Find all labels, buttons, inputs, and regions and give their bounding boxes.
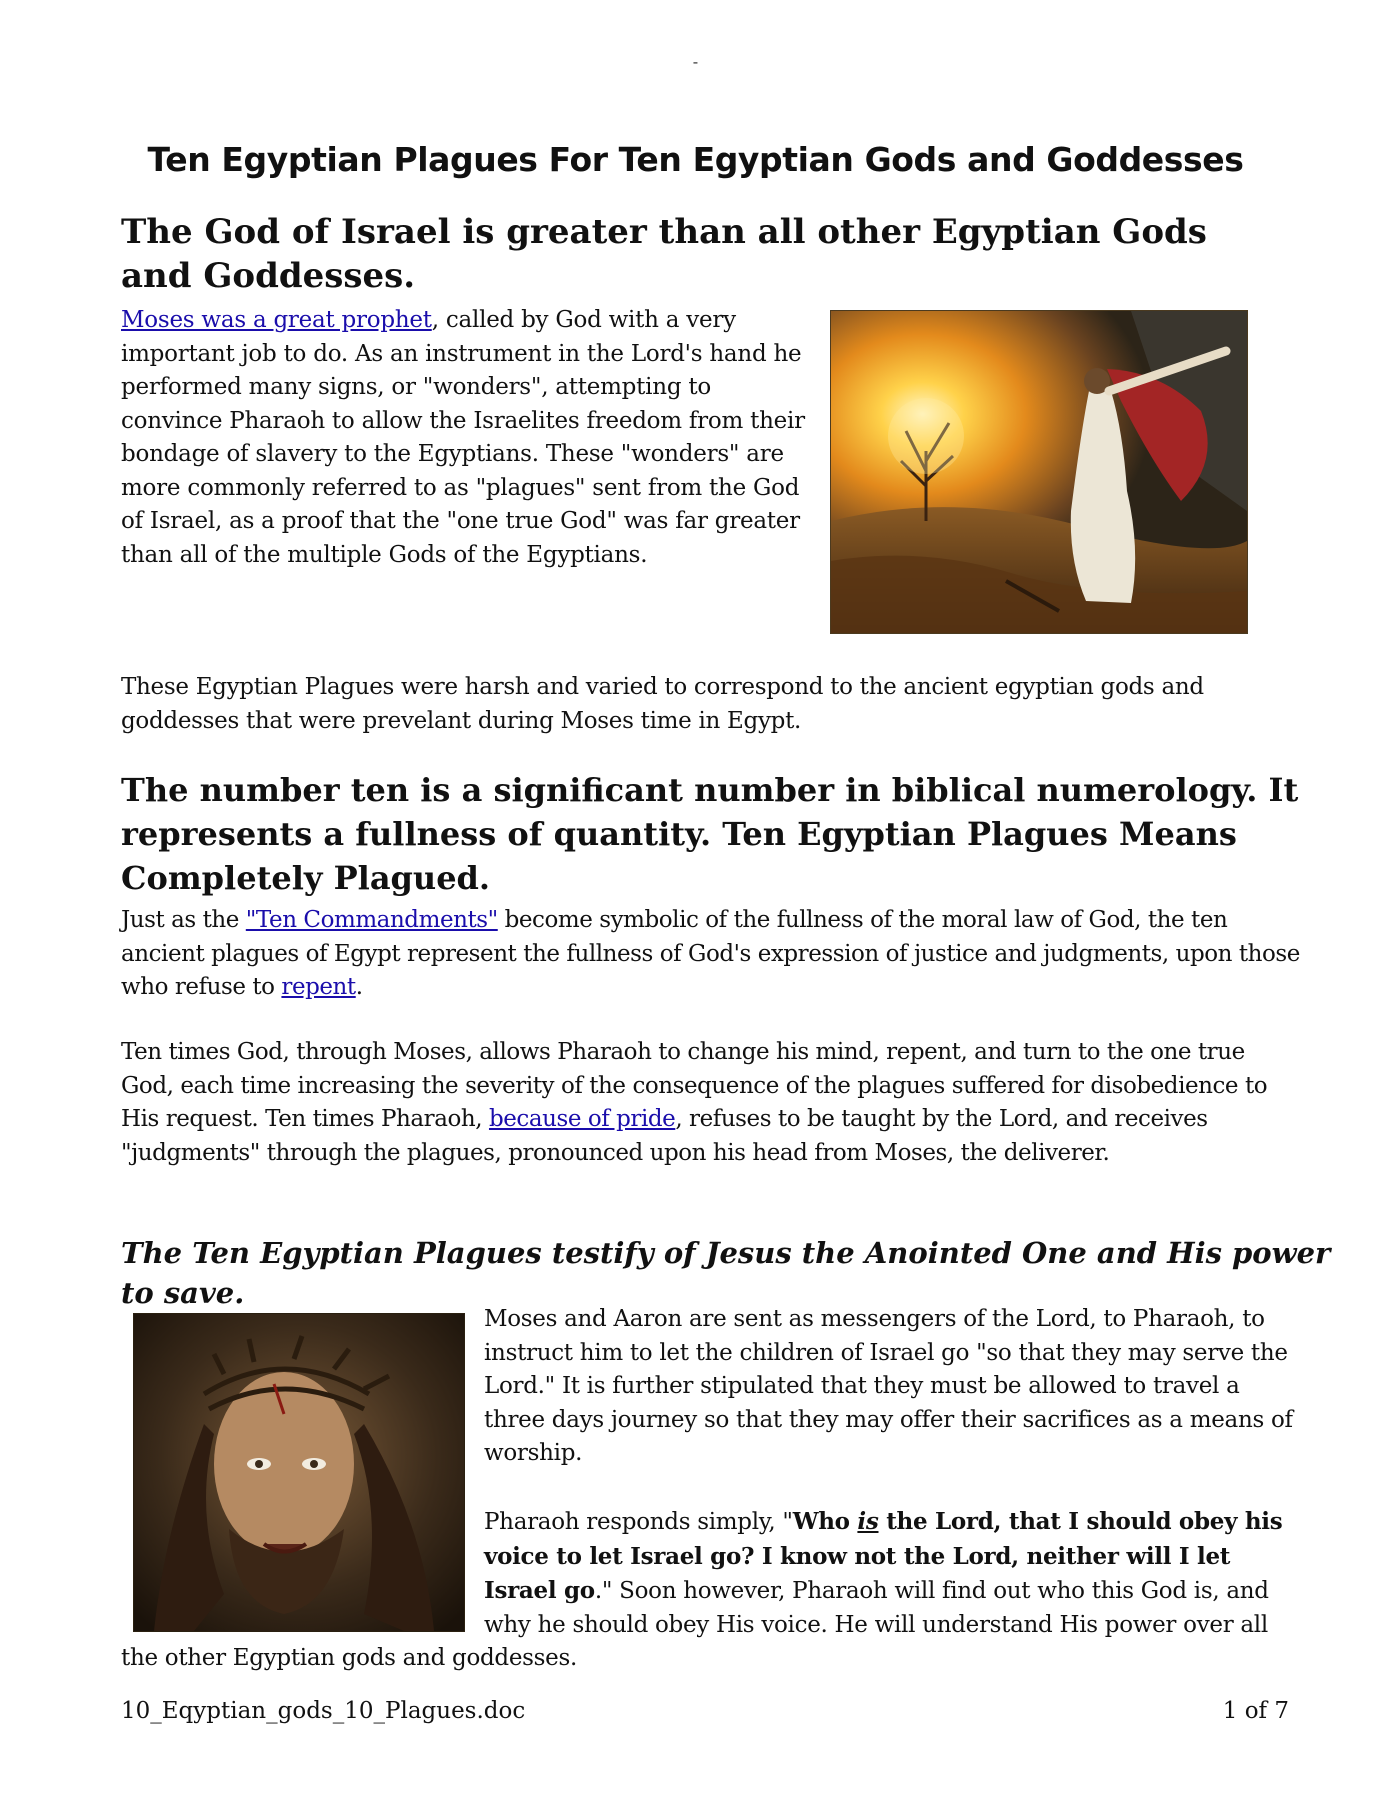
heading-testify-of-jesus: The Ten Egyptian Plagues testify of Jesus the Anointed One and His power to save. xyxy=(121,1236,1331,1310)
text-soon-however: ." Soon however, Pharaoh will find out who this God is, and why he should obey His voice. He will understand His power over all the other Egyptian gods and goddesses. xyxy=(121,1578,1269,1671)
moses-burning-bush-image xyxy=(830,310,1248,634)
link-ten-commandments[interactable]: "Ten Commandments" xyxy=(245,907,498,933)
text-pharaoh-responds: Pharaoh responds simply, " xyxy=(484,1509,793,1535)
text-ten-times: Ten times God, through Moses, allows Pharaoh to change his mind, repent, and turn to the one true God, each time increasing the severity of the consequence of the plagues suffered for disobedience to His request. Ten times Pharaoh, xyxy=(121,1039,1268,1132)
image-wrap-spacer xyxy=(121,1505,484,1639)
header-mark: - xyxy=(692,52,699,71)
paragraph-ten-times xyxy=(121,1036,1301,1170)
text-is-emphasis: is xyxy=(857,1508,879,1535)
text-pharaoh-quote: the Lord, that I should obey his voice to let Israel go? I know not the Lord, neither will I let Israel go xyxy=(484,1508,1283,1604)
link-moses-great-prophet[interactable]: Moses was a great prophet xyxy=(121,307,432,333)
text-who: Who xyxy=(792,1508,858,1535)
footer-page-number: 1 of 7 xyxy=(1222,1698,1289,1724)
link-repent[interactable]: repent xyxy=(281,974,356,1000)
text-refuses: , refuses to be taught by the Lord, and receives "judgments" through the plagues, pronounced upon his head from Moses, the deliverer. xyxy=(121,1106,1208,1166)
paragraph-moses-text: , called by God with a very important job to do. As an instrument in the Lord's hand he performed many signs, or "wonders", attempting to convince Pharaoh to allow the Israelites freedom from their bondage of slavery to the Egyptians. These "wonders" are more commonly referred to as "plagues" sent from the God of Israel, as a proof that the "one true God" was far greater than all of the multiple Gods of the Egyptians. xyxy=(121,307,805,568)
link-because-of-pride[interactable]: because of pride xyxy=(488,1106,676,1132)
paragraph-pharaoh-responds xyxy=(121,1505,1304,1676)
paragraph-egyptian-plagues: These Egyptian Plagues were harsh and varied to correspond to the ancient egyptian gods and goddesses that were prevelant during Moses time in Egypt. xyxy=(121,674,1204,734)
text-just-as: Just as the xyxy=(121,907,246,933)
text-fullness: become symbolic of the fullness of the moral law of God, the ten ancient plagues of Egypt represent the fullness of God's expression of justice and judgments, upon those who refuse to xyxy=(121,907,1300,1000)
heading-number-ten: The number ten is a significant number in biblical numerology. It represents a fullness of quantity. Ten Egyptian Plagues Means Completely Plagued. xyxy=(121,771,1299,897)
paragraph-ten-commandments xyxy=(121,904,1301,1005)
paragraph-moses-prophet xyxy=(121,304,811,572)
text-period: . xyxy=(355,974,363,1000)
footer-filename: 10_Eqyptian_gods_10_Plagues.doc xyxy=(121,1698,526,1724)
document-title: Ten Egyptian Plagues For Ten Egyptian Gods and Goddesses xyxy=(147,140,1244,179)
heading-god-of-israel: The God of Israel is greater than all other Egyptian Gods and Goddesses. xyxy=(121,212,1207,296)
paragraph-moses-and-aaron: Moses and Aaron are sent as messengers of the Lord, to Pharaoh, to instruct him to let the children of Israel go "so that they may serve the Lord." It is further stipulated that they must be allowed to travel a three days journey so that they may offer their sacrifices as a means of worship. xyxy=(484,1306,1293,1466)
